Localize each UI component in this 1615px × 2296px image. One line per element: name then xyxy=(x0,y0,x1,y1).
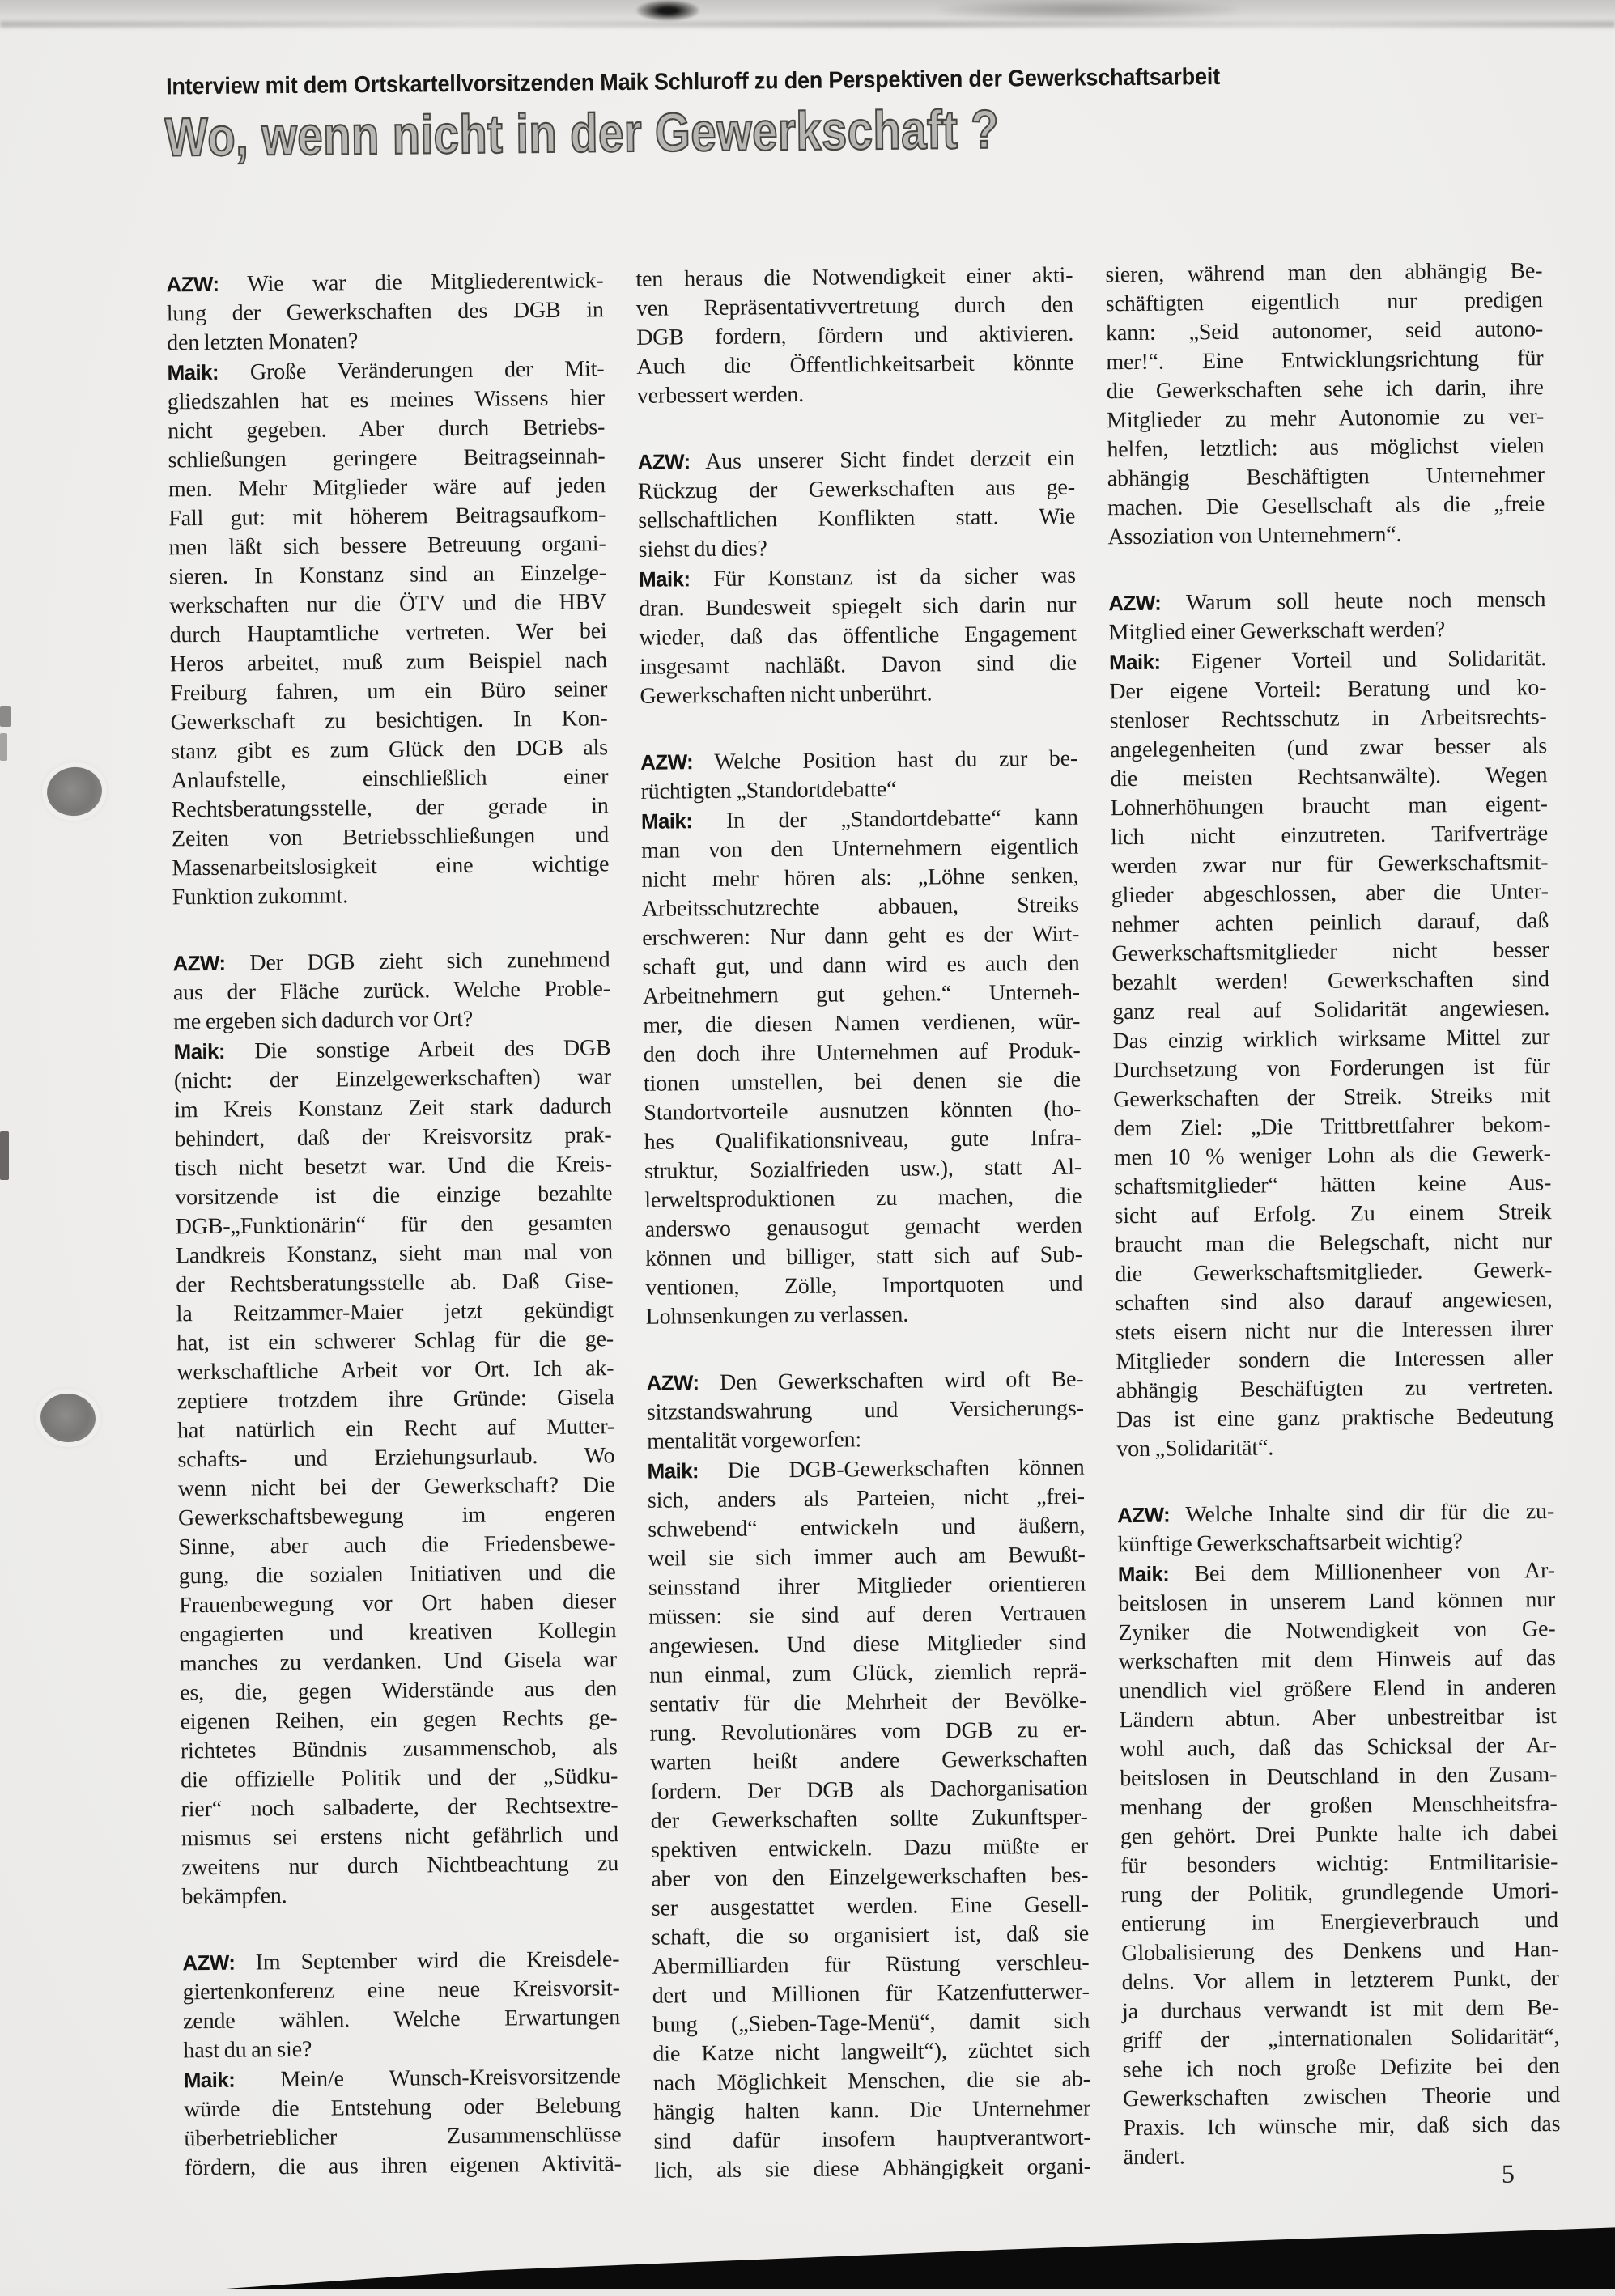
text-line: weil sie sich immer auch am Bewußt- xyxy=(648,1542,1086,1572)
text-line: Das ist eine ganz praktische Bedeutung xyxy=(1116,1403,1554,1433)
text-line: können und billiger, statt sich auf Sub- xyxy=(644,1241,1083,1271)
speaker-label: AZW: xyxy=(172,950,226,976)
text-line: Maik: Mein/e Wunsch-Kreisvorsitzende xyxy=(183,2064,621,2093)
text-line: schaftsmitglieder“ hätten keine Aus- xyxy=(1114,1170,1552,1200)
text-line: Globalisierung des Denkens und Han- xyxy=(1121,1937,1559,1967)
text-line: men 10 % weniger Lohn als die Gewerk- xyxy=(1113,1141,1551,1171)
text-line: Praxis. Ich wünsche mir, daß sich das xyxy=(1123,2111,1561,2141)
text-line: warten heißt andere Gewerkschaften xyxy=(649,1746,1088,1776)
text-line: Ländern abtun. Aber unbestreitbar ist xyxy=(1119,1704,1557,1734)
paragraph xyxy=(641,803,1083,1332)
text-line: werkschaftliche Arbeit vor Ort. Ich ak- xyxy=(176,1356,614,1386)
text-line: lich, als sie diese Abhängigkeit organi- xyxy=(653,2154,1091,2184)
text-line: hast du an sie? xyxy=(183,2036,312,2064)
text-line: Maik: In der „Standortdebatte“ kann xyxy=(640,804,1078,834)
text-line: Maik: Bei dem Millionenheer von Ar- xyxy=(1117,1558,1555,1587)
text-line: würde die Entstehung oder Belebung xyxy=(183,2093,622,2123)
text-line: Arbeitsschutzrechte abbauen, Streiks xyxy=(641,892,1080,922)
text-line: richtetes Bündnis zusammenschob, als xyxy=(180,1734,618,1764)
text-line: zende wählen. Welche Erwartungen xyxy=(182,2005,621,2035)
paragraph xyxy=(1108,584,1546,647)
text-line: seinsstand ihrer Mitglieder orientieren xyxy=(648,1571,1086,1601)
text-line: aber von den Einzelgewerkschaften bes- xyxy=(651,1862,1089,1892)
article-title: Wo, wenn nicht in der Gewerkschaft ? xyxy=(164,99,1000,168)
text-line: me ergeben sich dadurch vor Ort? xyxy=(173,1006,474,1035)
text-line: Abermilliarden für Rüstung verschleu- xyxy=(652,1950,1090,1980)
paragraph xyxy=(637,443,1075,565)
text-line: schäftigten eigentlich nur predigen xyxy=(1105,287,1543,317)
text-line: nun einmal, zum Glück, ziemlich reprä- xyxy=(648,1658,1087,1688)
text-line: werkschaften nur die ÖTV und die HBV xyxy=(169,589,607,619)
text-line: men läßt sich bessere Betreuung organi- xyxy=(168,531,606,561)
speaker-label: Maik: xyxy=(1108,649,1161,675)
text-line: beitslosen in unserem Land können nur xyxy=(1118,1587,1556,1617)
speaker-label: Maik: xyxy=(167,359,219,385)
text-line: Anlaufstelle, einschließlich einer xyxy=(171,764,609,794)
text-line: der Rechtsberatungsstelle ab. Daß Gise- xyxy=(176,1268,614,1298)
text-line: helfen, letztlich: aus möglichst vielen xyxy=(1107,433,1545,463)
paragraph xyxy=(167,354,610,912)
text-line: tisch nicht besetzt war. Und die Kreis- xyxy=(174,1152,613,1182)
text-line: AZW: Wie war die Mitgliederentwick- xyxy=(166,268,604,297)
text-line: spektiven entwickeln. Dazu müßte er xyxy=(650,1833,1089,1863)
text-line: Gewerkschaften zwischen Theorie und xyxy=(1122,2082,1561,2112)
text-line: entierung im Energieverbrauch und xyxy=(1120,1908,1559,1937)
text-line: Massenarbeitslosigkeit eine wichtige xyxy=(172,851,610,881)
paragraph xyxy=(1118,1555,1561,2172)
edge-artifact xyxy=(0,706,11,727)
text-line: sind dafür insofern hauptverantwort- xyxy=(653,2124,1091,2154)
text-line: DGB-„Funktionärin“ für den gesamten xyxy=(175,1210,613,1240)
text-line: stets eisern nicht nur die Interessen ihrer xyxy=(1115,1316,1553,1346)
text-line: Maik: Für Konstanz ist da sicher was xyxy=(638,562,1077,592)
text-line: sentativ für die Mehrheit der Bevölke- xyxy=(649,1687,1087,1717)
text-line: überbetrieblicher Zusammenschlüsse xyxy=(184,2122,622,2152)
text-line: stanz gibt es zum Glück den DGB als xyxy=(170,735,609,765)
text-line: glieder abgeschlossen, aber die Unter- xyxy=(1111,879,1549,909)
speaker-label: Maik: xyxy=(173,1038,226,1064)
paragraph xyxy=(182,1944,620,2065)
text-line: aus der Fläche zurück. Welche Proble- xyxy=(172,976,610,1006)
text-line: werkschaften mit dem Hinweis auf das xyxy=(1118,1645,1556,1675)
text-line: der Gewerkschaften sollte Zukunftsper- xyxy=(650,1804,1088,1834)
paragraph xyxy=(635,261,1074,411)
text-line: Maik: Große Veränderungen der Mit- xyxy=(167,356,605,385)
text-line: Maik: Eigener Vorteil und Solidarität. xyxy=(1108,646,1547,675)
paragraph xyxy=(639,561,1077,711)
text-line: dran. Bundesweit spiegelt sich darin nur xyxy=(639,592,1077,622)
text-line: rüchtigten „Standortdebatte“ xyxy=(640,776,897,804)
speaker-label: Maik: xyxy=(183,2067,236,2093)
text-line: die Katze nicht langweilt“), züchtet sich xyxy=(652,2037,1090,2067)
text-line: sich, anders als Parteien, nicht „frei- xyxy=(647,1483,1086,1513)
text-line: den doch ihre Unternehmen auf Produk- xyxy=(643,1038,1081,1067)
text-line: ja durchaus verwandt ist mit dem Be- xyxy=(1121,1995,1560,2025)
text-line: vorsitzende ist die einzige bezahlte xyxy=(175,1181,613,1211)
text-line: Freiburg fahren, um ein Büro seiner xyxy=(170,677,608,707)
text-line: schaften sind also darauf angewiesen, xyxy=(1115,1287,1553,1317)
text-line: sehe ich noch große Defizite bei den xyxy=(1122,2053,1560,2083)
text-line: Sinne, aber auch die Friedensbewe- xyxy=(178,1530,616,1560)
text-line: griff der „internationalen Solidarität“, xyxy=(1122,2024,1560,2054)
text-line: Lohnsenkungen zu verlassen. xyxy=(645,1301,909,1330)
text-line: Fall gut: mit höherem Beitragsaufkom- xyxy=(168,502,606,532)
text-line: kann: „Seid autonomer, seid autono- xyxy=(1105,316,1544,346)
speaker-label: AZW: xyxy=(637,449,691,474)
text-line: von „Solidarität“. xyxy=(1116,1435,1274,1462)
text-line: abhängig Beschäftigten Unternehmer xyxy=(1107,462,1545,492)
text-line: sellschaftlichen Konflikten statt. Wie xyxy=(638,503,1076,533)
paragraph xyxy=(166,265,604,358)
text-line: schafts- und Erziehungsurlaub. Wo xyxy=(177,1443,615,1473)
text-line: Durchsetzung von Forderungen ist für xyxy=(1112,1054,1550,1084)
text-line: mer!“. Eine Entwicklungsrichtung für xyxy=(1106,346,1544,376)
text-line: ganz real auf Solidarität angewiesen. xyxy=(1111,995,1550,1025)
paragraph xyxy=(1105,257,1545,552)
text-line: AZW: Der DGB zieht sich zunehmend xyxy=(172,947,610,976)
text-line: Gewerkschaftsbewegung im engeren xyxy=(177,1501,616,1531)
text-line: Zyniker die Notwendigkeit von Ge- xyxy=(1118,1616,1556,1646)
speaker-label: Maik: xyxy=(647,1458,699,1483)
text-line: eigenen Reihen, ein gegen Rechts ge- xyxy=(180,1705,618,1735)
text-line: lung der Gewerkschaften des DGB in xyxy=(166,297,604,327)
text-line: DGB fordern, fördern und aktivieren. xyxy=(635,320,1074,350)
text-line: zeptiere trotzdem ihre Gründe: Gisela xyxy=(176,1385,614,1415)
text-line: dert und Millionen für Katzenfutterwer- xyxy=(652,1979,1090,2009)
text-line: lich nicht einzutreten. Tarifverträge xyxy=(1110,821,1549,851)
text-line: bung („Sieben-Tage-Menü“, damit sich xyxy=(652,2008,1090,2038)
speaker-label: Maik: xyxy=(638,567,691,592)
text-line: Der eigene Vorteil: Beratung und ko- xyxy=(1109,675,1547,705)
text-line: AZW: Welche Position hast du zur be- xyxy=(640,745,1078,775)
speaker-label: AZW: xyxy=(646,1370,699,1395)
article-column-1 xyxy=(166,265,622,2183)
speaker-label: AZW: xyxy=(640,749,694,775)
text-line: gliedszahlen hat es meines Wissens hier xyxy=(167,385,605,415)
text-line: die Gewerkschaften sehe ich darin, ihre xyxy=(1106,375,1544,405)
text-line: dem Ziel: „Die Trittbrettfahrer bekom- xyxy=(1113,1112,1551,1142)
text-line: delns. Vor allem in letzterem Punkt, der xyxy=(1121,1966,1559,1996)
text-line: sieren. In Konstanz sind an Einzelge- xyxy=(168,560,607,590)
text-line: Gewerkschaftsmitglieder nicht besser xyxy=(1111,937,1549,967)
text-line: Maik: Die DGB-Gewerkschaften können xyxy=(647,1454,1085,1484)
text-line: hat natürlich ein Recht auf Mutter- xyxy=(176,1414,615,1444)
page-number: 5 xyxy=(1501,2158,1515,2188)
text-line: wohl auch, daß das Schicksal der Ar- xyxy=(1119,1733,1558,1763)
text-line: ten heraus die Notwendigkeit einer akti- xyxy=(635,262,1073,292)
text-line: machen. Die Gesellschaft als die „freie xyxy=(1107,491,1545,521)
text-line: siehst du dies? xyxy=(638,536,767,562)
text-line: Frauenbewegung vor Ort haben dieser xyxy=(178,1589,617,1619)
text-line: Maik: Die sonstige Arbeit des DGB xyxy=(173,1035,611,1064)
text-line: mer, die diesen Namen verdienen, wür- xyxy=(643,1008,1081,1038)
text-line: den letzten Monaten? xyxy=(167,329,359,356)
text-line: Gewerkschaften nicht unberührt. xyxy=(640,681,933,709)
text-line: (nicht: der Einzelgewerkschaften) war xyxy=(173,1064,612,1094)
text-line: AZW: Den Gewerkschaften wird oft Be- xyxy=(646,1366,1084,1396)
text-line: wieder, daß das öffentliche Engagement xyxy=(639,621,1077,651)
paragraph xyxy=(647,1453,1091,2186)
text-line: Rückzug der Gewerkschaften aus ge- xyxy=(637,474,1076,504)
paragraph xyxy=(173,1033,618,1912)
text-line: Zeiten von Betriebsschließungen und xyxy=(171,822,610,852)
text-line: Assoziation von Unternehmern“. xyxy=(1107,521,1402,550)
text-line: sicht auf Erfolg. Zu einem Streik xyxy=(1114,1199,1552,1229)
article-kicker: Interview mit dem Ortskartellvorsitzenden Maik Schluroff zu den Perspektiven der Gewerkschaftsarbeit xyxy=(165,63,1221,100)
text-line: schaft gut, und dann wird es auch den xyxy=(642,950,1080,980)
text-line: im Kreis Konstanz Zeit stark dadurch xyxy=(174,1093,612,1123)
text-line: zweitens nur durch Nichtbeachtung zu xyxy=(181,1851,619,1881)
text-line: nicht mehr hören als: „Löhne senken, xyxy=(641,863,1079,893)
text-line: Mitglieder zu mehr Autonomie zu ver- xyxy=(1106,404,1545,434)
paragraph xyxy=(1117,1496,1555,1560)
text-line: nicht gegeben. Aber durch Betriebs- xyxy=(168,414,606,444)
speaker-label: Maik: xyxy=(1117,1561,1170,1587)
text-line: Heros arbeitet, muß zum Beispiel nach xyxy=(169,647,608,677)
speaker-label: AZW: xyxy=(166,271,219,297)
text-line: schließungen geringere Beitragseinnah- xyxy=(168,443,606,473)
text-line: mismus sei erstens nicht gefährlich und xyxy=(181,1822,619,1852)
text-line: rung. Revolutionäres vom DGB zu er- xyxy=(649,1717,1087,1746)
text-line: stenloser Rechtsschutz in Arbeitsrechts- xyxy=(1109,704,1547,734)
text-line: bekämpfen. xyxy=(181,1883,287,1910)
text-line: rier“ noch salbaderte, der Rechtsextre- xyxy=(181,1793,618,1823)
text-line: gen gehört. Drei Punkte halte ich dabei xyxy=(1120,1820,1558,1850)
speaker-label: AZW: xyxy=(1116,1502,1171,1528)
text-line: menhang der großen Menschheitsfra- xyxy=(1120,1791,1558,1821)
paragraph xyxy=(646,1364,1084,1457)
text-line: engagierten und kreativen Kollegin xyxy=(179,1618,617,1648)
text-line: AZW: Welche Inhalte sind dir für die zu- xyxy=(1116,1499,1555,1528)
text-line: ser ausgestattet werden. Eine Gesell- xyxy=(651,1891,1089,1921)
text-line: Gewerkschaft zu besichtigen. In Kon- xyxy=(170,706,608,736)
text-line: werden zwar nur für Gewerkschaftsmit- xyxy=(1111,850,1549,880)
paragraph xyxy=(184,2061,622,2183)
text-line: unendlich viel größere Elend in anderen xyxy=(1119,1674,1557,1704)
paragraph xyxy=(172,944,610,1037)
text-line: lerweltsproduktionen zu machen, die xyxy=(644,1183,1082,1213)
text-line: ändert. xyxy=(1123,2144,1185,2171)
text-line: braucht man die Belegschaft, nicht nur xyxy=(1114,1229,1553,1258)
text-line: die offizielle Politik und der „Südku- xyxy=(181,1763,618,1793)
text-line: Funktion zukommt. xyxy=(172,883,349,910)
edge-artifact xyxy=(0,733,7,761)
text-line: sitzstandswahrung und Versicherungs- xyxy=(646,1395,1084,1425)
text-line: AZW: Im September wird die Kreisdele- xyxy=(182,1946,620,1976)
text-line: müssen: sie sind auf deren Vertrauen xyxy=(648,1600,1086,1630)
text-line: behindert, daß der Kreisvorsitz prak- xyxy=(174,1123,612,1152)
text-line: la Reitzammer-Maier jetzt gekündigt xyxy=(176,1297,614,1327)
edge-artifact xyxy=(0,1131,9,1180)
text-line: sieren, während man den abhängig Be- xyxy=(1105,258,1543,288)
text-line: Gewerkschaften der Streik. Streiks mit xyxy=(1113,1083,1551,1113)
text-line: Landkreis Konstanz, sieht man mal von xyxy=(175,1239,614,1269)
text-line: die Gewerkschaftsmitglieder. Gewerk- xyxy=(1115,1258,1553,1288)
text-line: AZW: Aus unserer Sicht findet derzeit ein xyxy=(637,445,1075,475)
paragraph xyxy=(1109,643,1554,1464)
text-line: schwebend“ entwickeln und äußern, xyxy=(648,1513,1086,1543)
speaker-label: Maik: xyxy=(640,808,693,834)
text-line: insgesamt nachläßt. Davon sind die xyxy=(639,650,1077,680)
text-line: durch Hauptamtliche vertreten. Wer bei xyxy=(169,618,607,648)
text-line: nehmer achten peinlich darauf, daß xyxy=(1111,908,1549,938)
text-line: es, die, gegen Widerstände aus den xyxy=(180,1676,618,1706)
text-line: hes Qualifikationsniveau, gute Infra- xyxy=(644,1125,1082,1155)
text-line: hat, ist ein schwerer Schlag für die ge- xyxy=(176,1326,614,1356)
text-line: giertenkonferenz eine neue Kreisvorsit- xyxy=(182,1976,620,2005)
text-line: ven Repräsentativvertretung durch den xyxy=(635,291,1073,321)
text-line: nach Möglichkeit Menschen, die sie ab- xyxy=(652,2066,1090,2096)
speaker-label: AZW: xyxy=(1108,590,1162,616)
text-line: Rechtsberatungsstelle, der gerade in xyxy=(171,793,609,823)
article-column-3 xyxy=(1105,257,1561,2172)
text-line: hängig halten kann. Die Unternehmer xyxy=(653,2095,1091,2125)
text-line: Das einzig wirklich wirksame Mittel zur xyxy=(1112,1025,1550,1055)
text-line: angelegenheiten (und zwar besser als xyxy=(1109,733,1548,763)
text-line: Auch die Öffentlichkeitsarbeit könnte xyxy=(636,350,1074,380)
article-column-2 xyxy=(635,261,1091,2186)
text-line: Mitglied einer Gewerkschaft werden? xyxy=(1108,617,1446,646)
text-line: die meisten Rechtsanwälte). Wegen xyxy=(1110,762,1548,792)
text-line: man von den Unternehmern eigentlich xyxy=(641,834,1079,864)
text-line: für besonders wichtig: Entmilitarisie- xyxy=(1120,1849,1558,1879)
text-line: AZW: Warum soll heute noch mensch xyxy=(1108,587,1546,616)
text-line: men. Mehr Mitglieder wäre auf jeden xyxy=(168,473,606,503)
text-line: angewiesen. Und diese Mitglieder sind xyxy=(648,1629,1086,1659)
text-line: struktur, Sozialfrieden usw.), statt Al- xyxy=(644,1154,1082,1184)
text-line: bezahlt werden! Gewerkschaften sind xyxy=(1111,966,1549,996)
text-line: Lohnerhöhungen braucht man eigent- xyxy=(1110,792,1548,821)
text-line: gung, die sozialen Initiativen und die xyxy=(178,1560,616,1589)
text-line: fördern, die aus ihren eigenen Aktivitä- xyxy=(184,2151,622,2181)
text-line: tionen umstellen, bei denen sie die xyxy=(643,1067,1082,1097)
text-line: Arbeitnehmern gut gehen.“ Unterneh- xyxy=(642,979,1081,1009)
text-line: Mitglieder sondern die Interessen aller xyxy=(1116,1345,1553,1375)
paragraph xyxy=(640,744,1078,807)
text-line: manches zu verdanken. Und Gisela war xyxy=(179,1647,617,1677)
text-line: abhängig Beschäftigten zu vertreten. xyxy=(1116,1374,1553,1404)
text-line: beitslosen in Deutschland in den Zusam- xyxy=(1120,1762,1558,1792)
text-line: verbessert werden. xyxy=(636,381,805,409)
text-line: mentalität vorgeworfen: xyxy=(647,1427,862,1454)
speaker-label: AZW: xyxy=(182,1950,236,1976)
text-line: fordern. Der DGB als Dachorganisation xyxy=(650,1775,1088,1805)
text-line: künftige Gewerkschaftsarbeit wichtig? xyxy=(1117,1529,1463,1558)
text-line: rung der Politik, grundlegende Umori- xyxy=(1120,1878,1558,1908)
text-line: anderswo genausogut gemacht werden xyxy=(644,1212,1082,1242)
text-line: erschweren: Nur dann geht es der Wirt- xyxy=(642,921,1080,951)
text-line: Standortvorteile ausnutzen könnten (ho- xyxy=(644,1096,1082,1126)
text-line: ventionen, Zölle, Importquoten und xyxy=(645,1271,1083,1301)
text-line: wenn nicht bei der Gewerkschaft? Die xyxy=(177,1472,615,1502)
text-line: schaft, die so organisiert ist, daß sie xyxy=(651,1920,1090,1950)
